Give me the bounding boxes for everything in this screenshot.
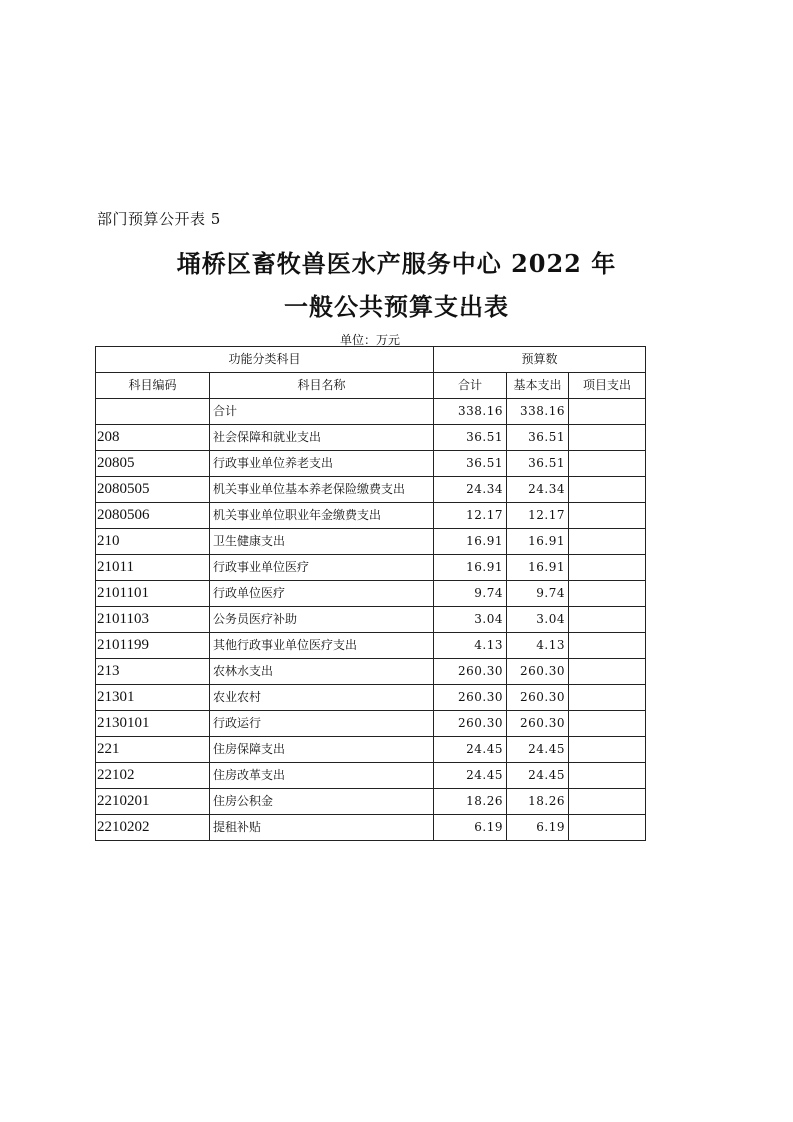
cell-basic: 36.51 — [507, 425, 569, 451]
cell-name: 住房改革支出 — [210, 763, 434, 789]
cell-project — [569, 659, 646, 685]
unit-label: 单位：万元 — [339, 333, 400, 347]
cell-project — [569, 399, 646, 425]
cell-code: 20805 — [96, 451, 210, 477]
cell-project — [569, 737, 646, 763]
table-row — [96, 581, 646, 607]
cell-project — [569, 607, 646, 633]
column-header-total: 合计 — [434, 373, 507, 399]
cell-code: 210 — [96, 529, 210, 555]
cell-project — [569, 555, 646, 581]
cell-project — [569, 581, 646, 607]
cell-code: 2101101 — [96, 581, 210, 607]
cell-project — [569, 711, 646, 737]
column-header-basic: 基本支出 — [507, 373, 569, 399]
cell-project — [569, 503, 646, 529]
column-header-name: 科目名称 — [210, 373, 434, 399]
table-row — [96, 607, 646, 633]
cell-basic: 24.45 — [507, 737, 569, 763]
budget-table — [95, 346, 646, 841]
cell-name: 其他行政事业单位医疗支出 — [210, 633, 434, 659]
cell-project — [569, 685, 646, 711]
cell-basic: 260.30 — [507, 659, 569, 685]
cell-name: 住房公积金 — [210, 789, 434, 815]
cell-project — [569, 789, 646, 815]
cell-total: 260.30 — [434, 711, 507, 737]
cell-total: 6.19 — [434, 815, 507, 841]
table-row — [96, 529, 646, 555]
cell-project — [569, 815, 646, 841]
cell-code: 2210202 — [96, 815, 210, 841]
cell-basic: 16.91 — [507, 529, 569, 555]
table-row — [96, 399, 646, 425]
cell-name: 农林水支出 — [210, 659, 434, 685]
cell-name: 合计 — [210, 399, 434, 425]
cell-project — [569, 451, 646, 477]
cell-code: 2101103 — [96, 607, 210, 633]
table-row — [96, 763, 646, 789]
cell-code: 22102 — [96, 763, 210, 789]
cell-name: 住房保障支出 — [210, 737, 434, 763]
cell-project — [569, 529, 646, 555]
cell-total: 36.51 — [434, 451, 507, 477]
table-row — [96, 633, 646, 659]
document-label: 部门预算公开表 5 — [97, 210, 221, 228]
cell-total: 338.16 — [434, 399, 507, 425]
cell-total: 12.17 — [434, 503, 507, 529]
cell-code: 21011 — [96, 555, 210, 581]
column-header-project: 项目支出 — [569, 373, 646, 399]
table-row — [96, 789, 646, 815]
cell-name: 机关事业单位职业年金缴费支出 — [210, 503, 434, 529]
cell-code: 2210201 — [96, 789, 210, 815]
cell-name: 社会保障和就业支出 — [210, 425, 434, 451]
cell-basic: 260.30 — [507, 685, 569, 711]
column-header-row — [96, 373, 646, 399]
cell-total: 24.45 — [434, 763, 507, 789]
column-header-code: 科目编码 — [96, 373, 210, 399]
cell-name: 机关事业单位基本养老保险缴费支出 — [210, 477, 434, 503]
page-subtitle: 一般公共预算支出表 — [284, 292, 509, 321]
table-row — [96, 711, 646, 737]
cell-name: 卫生健康支出 — [210, 529, 434, 555]
cell-name: 行政单位医疗 — [210, 581, 434, 607]
cell-code: 2130101 — [96, 711, 210, 737]
table-row — [96, 477, 646, 503]
cell-code: 2080506 — [96, 503, 210, 529]
cell-project — [569, 477, 646, 503]
cell-name: 行政事业单位医疗 — [210, 555, 434, 581]
cell-code: 21301 — [96, 685, 210, 711]
cell-code: 221 — [96, 737, 210, 763]
cell-total: 24.34 — [434, 477, 507, 503]
table-row — [96, 815, 646, 841]
table-row — [96, 685, 646, 711]
cell-name: 行政运行 — [210, 711, 434, 737]
cell-project — [569, 633, 646, 659]
cell-basic: 338.16 — [507, 399, 569, 425]
cell-project — [569, 425, 646, 451]
cell-code — [96, 399, 210, 425]
cell-basic: 4.13 — [507, 633, 569, 659]
cell-total: 4.13 — [434, 633, 507, 659]
cell-basic: 24.34 — [507, 477, 569, 503]
cell-basic: 36.51 — [507, 451, 569, 477]
group-header-budget: 预算数 — [434, 347, 646, 373]
cell-total: 24.45 — [434, 737, 507, 763]
cell-basic: 3.04 — [507, 607, 569, 633]
table-row — [96, 555, 646, 581]
cell-total: 260.30 — [434, 685, 507, 711]
cell-code: 213 — [96, 659, 210, 685]
table-row — [96, 451, 646, 477]
cell-code: 208 — [96, 425, 210, 451]
table-row — [96, 503, 646, 529]
group-header-functional: 功能分类科目 — [96, 347, 434, 373]
cell-project — [569, 763, 646, 789]
table-row — [96, 659, 646, 685]
cell-basic: 24.45 — [507, 763, 569, 789]
cell-basic: 12.17 — [507, 503, 569, 529]
cell-total: 260.30 — [434, 659, 507, 685]
group-header-row — [96, 347, 646, 373]
cell-basic: 6.19 — [507, 815, 569, 841]
cell-total: 9.74 — [434, 581, 507, 607]
cell-total: 36.51 — [434, 425, 507, 451]
table-row — [96, 737, 646, 763]
cell-total: 16.91 — [434, 555, 507, 581]
cell-name: 农业农村 — [210, 685, 434, 711]
cell-name: 公务员医疗补助 — [210, 607, 434, 633]
cell-code: 2101199 — [96, 633, 210, 659]
cell-total: 16.91 — [434, 529, 507, 555]
cell-basic: 9.74 — [507, 581, 569, 607]
page-title: 埇桥区畜牧兽医水产服务中心 2022 年 — [176, 249, 617, 278]
cell-name: 行政事业单位养老支出 — [210, 451, 434, 477]
cell-basic: 16.91 — [507, 555, 569, 581]
cell-name: 提租补贴 — [210, 815, 434, 841]
cell-total: 18.26 — [434, 789, 507, 815]
cell-total: 3.04 — [434, 607, 507, 633]
cell-code: 2080505 — [96, 477, 210, 503]
table-row — [96, 425, 646, 451]
cell-basic: 18.26 — [507, 789, 569, 815]
cell-basic: 260.30 — [507, 711, 569, 737]
